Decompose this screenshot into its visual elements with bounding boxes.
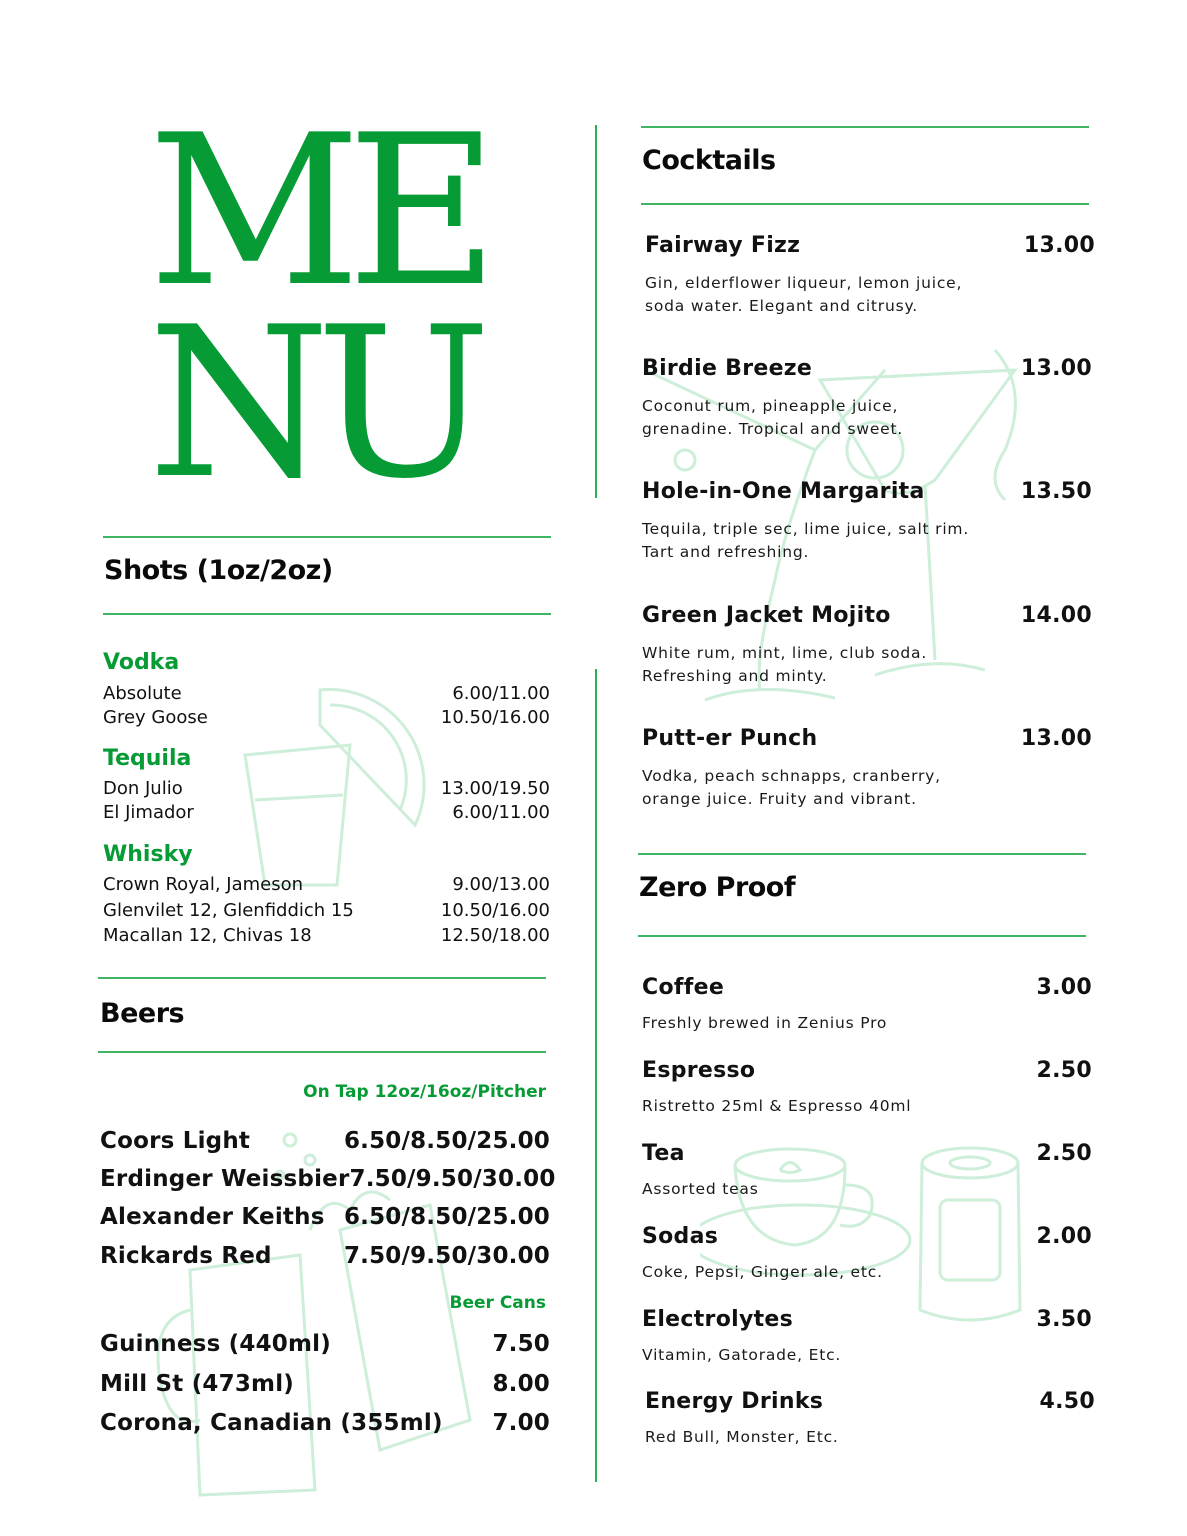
menu-item [642, 975, 1092, 1035]
column-divider-top [595, 125, 597, 498]
menu-title-line2: NU [148, 283, 478, 525]
item-name: Grey Goose [103, 707, 208, 728]
divider-line [103, 613, 551, 615]
divider-line [638, 935, 1086, 937]
divider-line [641, 203, 1089, 205]
shots-heading: Shots (1oz/2oz) [104, 555, 333, 586]
item-price: 7.50 [492, 1331, 550, 1357]
menu-item [642, 603, 1092, 688]
item-price: 7.00 [492, 1410, 550, 1436]
item-price: 13.00 [1023, 233, 1095, 258]
list-item [100, 1204, 550, 1230]
item-name: Mill St (473ml) [100, 1371, 294, 1397]
item-price: 13.00 [1020, 356, 1092, 381]
list-item [103, 683, 550, 704]
item-price: 2.50 [1036, 1058, 1092, 1083]
item-name: Hole-in-One Margarita [642, 479, 925, 504]
item-price: 8.00 [492, 1371, 550, 1397]
item-description: Assorted teas [642, 1180, 759, 1198]
menu-item [645, 1389, 1095, 1449]
item-price: 6.50/8.50/25.00 [343, 1128, 550, 1154]
item-name: Electrolytes [642, 1307, 794, 1332]
list-item [103, 900, 550, 921]
item-description: Red Bull, Monster, Etc. [645, 1428, 839, 1446]
item-price: 6.50/8.50/25.00 [343, 1204, 550, 1230]
divider-line [98, 977, 546, 979]
item-name: Coffee [642, 975, 725, 1000]
item-name: Absolute [103, 683, 182, 704]
item-name: Birdie Breeze [642, 356, 813, 381]
item-name: Macallan 12, Chivas 18 [103, 925, 312, 946]
item-price: 2.50 [1036, 1141, 1092, 1166]
item-description: Vitamin, Gatorade, Etc. [642, 1346, 842, 1364]
divider-line [641, 126, 1089, 128]
item-description: Vodka, peach schnapps, cranberry, orange juice. Fruity and vibrant. [642, 767, 941, 808]
item-price: 6.00/11.00 [452, 802, 550, 823]
item-price: 3.00 [1036, 975, 1092, 1000]
item-name: Erdinger Weissbier [100, 1166, 350, 1192]
menu-title-line1: ME [148, 91, 485, 333]
item-name: Alexander Keiths [100, 1204, 325, 1230]
menu-item [642, 726, 1092, 811]
list-item [100, 1128, 550, 1154]
item-name: Green Jacket Mojito [642, 603, 891, 628]
category-vodka: Vodka [103, 650, 180, 675]
menu-item [642, 479, 1092, 564]
item-name: Glenvilet 12, Glenfiddich 15 [103, 900, 354, 921]
list-item [100, 1166, 556, 1192]
item-name: Sodas [642, 1224, 719, 1249]
item-price: 9.00/13.00 [452, 874, 550, 895]
item-price: 10.50/16.00 [440, 707, 550, 728]
item-description: Freshly brewed in Zenius Pro [642, 1014, 888, 1032]
cocktails-heading: Cocktails [642, 145, 776, 176]
item-name: Putt-er Punch [642, 726, 818, 751]
list-item [100, 1243, 550, 1269]
item-name: Espresso [642, 1058, 756, 1083]
item-description: Coconut rum, pineapple juice, grenadine. Tropical and sweet. [642, 397, 904, 438]
list-item [103, 802, 550, 823]
category-whisky: Whisky [103, 842, 193, 867]
item-name: Fairway Fizz [645, 233, 801, 258]
category-tequila: Tequila [103, 746, 192, 771]
beers-heading: Beers [100, 998, 185, 1029]
menu-item [642, 1307, 1092, 1367]
menu-item [642, 1224, 1092, 1284]
menu-item [645, 233, 1095, 318]
item-price: 13.00 [1020, 726, 1092, 751]
item-name: Corona, Canadian (355ml) [100, 1410, 443, 1436]
item-price: 10.50/16.00 [440, 900, 550, 921]
item-price: 3.50 [1036, 1307, 1092, 1332]
item-description: Tequila, triple sec, lime juice, salt rim. Tart and refreshing. [642, 520, 970, 561]
list-item [103, 874, 550, 895]
item-price: 13.00/19.50 [440, 778, 550, 799]
divider-line [103, 536, 551, 538]
item-price: 2.00 [1036, 1224, 1092, 1249]
list-item [100, 1331, 550, 1357]
item-price: 12.50/18.00 [440, 925, 550, 946]
item-price: 13.50 [1020, 479, 1092, 504]
item-price: 6.00/11.00 [452, 683, 550, 704]
list-item [100, 1371, 550, 1397]
item-price: 14.00 [1020, 603, 1092, 628]
list-item [103, 707, 550, 728]
item-name: Don Julio [103, 778, 183, 799]
menu-item [642, 1058, 1092, 1118]
item-name: Crown Royal, Jameson [103, 874, 304, 895]
item-name: Guinness (440ml) [100, 1331, 331, 1357]
column-divider-bottom [595, 669, 597, 1482]
divider-line [98, 1051, 546, 1053]
item-price: 7.50/9.50/30.00 [349, 1166, 556, 1192]
item-price: 4.50 [1039, 1389, 1095, 1414]
zero-proof-heading: Zero Proof [639, 872, 796, 903]
item-price: 7.50/9.50/30.00 [343, 1243, 550, 1269]
item-description: White rum, mint, lime, club soda. Refreshing and minty. [642, 644, 928, 685]
on-tap-label: On Tap 12oz/16oz/Pitcher [303, 1082, 546, 1102]
menu-item [642, 356, 1092, 441]
item-description: Ristretto 25ml & Espresso 40ml [642, 1097, 912, 1115]
item-description: Coke, Pepsi, Ginger ale, etc. [642, 1263, 883, 1281]
item-description: Gin, elderflower liqueur, lemon juice, soda water. Elegant and citrusy. [645, 274, 963, 315]
item-name: Rickards Red [100, 1243, 272, 1269]
item-name: El Jimador [103, 802, 194, 823]
item-name: Coors Light [100, 1128, 251, 1154]
item-name: Energy Drinks [645, 1389, 824, 1414]
list-item [100, 1410, 550, 1436]
list-item [103, 778, 550, 799]
menu-item [642, 1141, 1092, 1201]
beer-cans-label: Beer Cans [449, 1293, 546, 1313]
item-name: Tea [642, 1141, 685, 1166]
list-item [103, 925, 550, 946]
divider-line [638, 853, 1086, 855]
